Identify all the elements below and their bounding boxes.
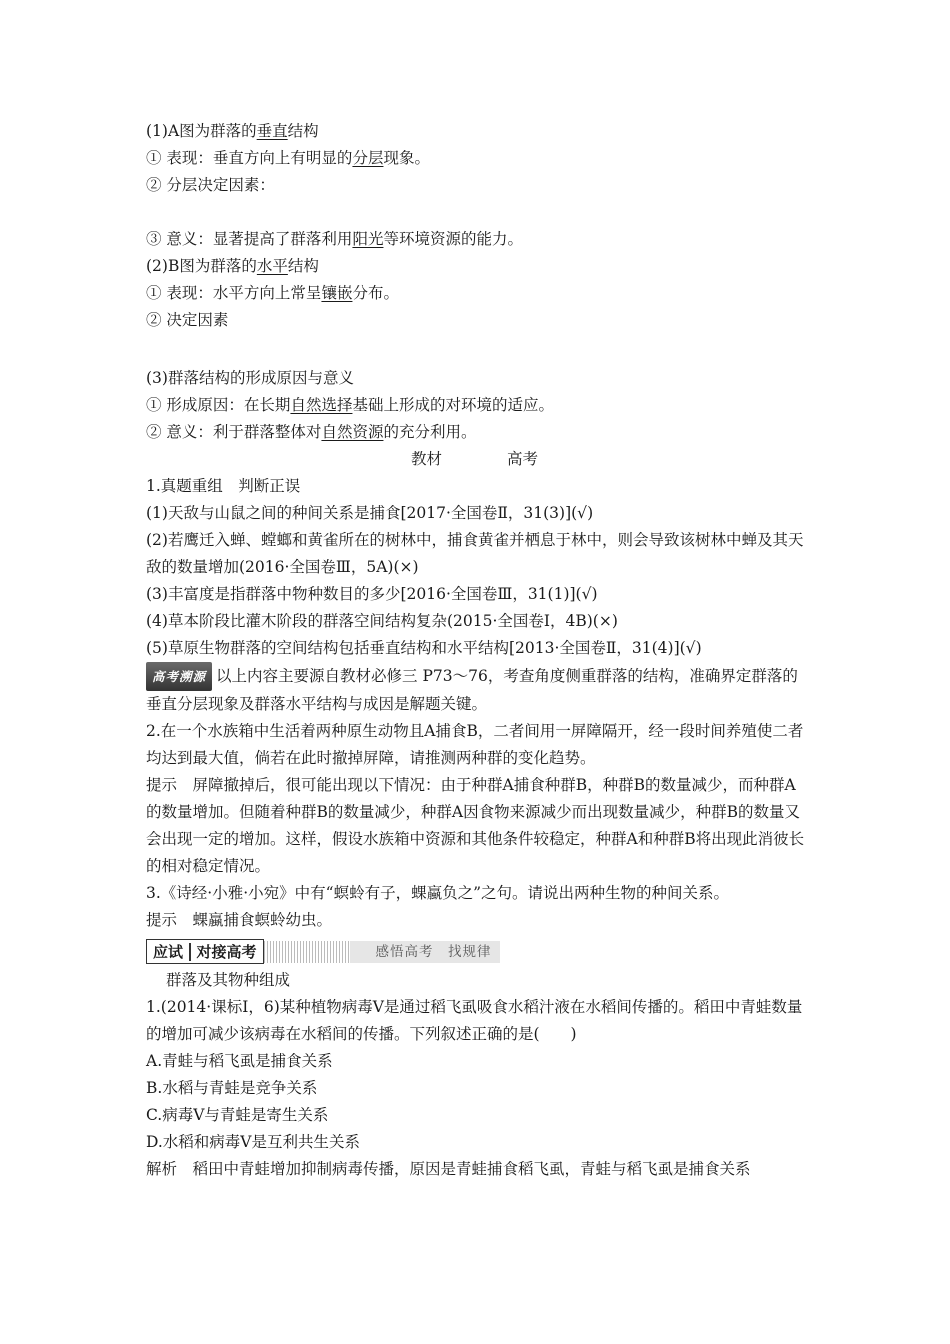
source-note: 高考溯源 以上内容主要源自教材必修三 P73～76，考查角度侧重群落的结构，准确界定群落的垂直分层现象及群落水平结构与成因是解题关键。 — [146, 662, 808, 718]
document-page — [146, 118, 808, 1183]
q1-item-4: (4)草本阶段比灌木阶段的群落空间结构复杂(2015·全国卷Ⅰ，4B)(×) — [146, 612, 618, 630]
q1-item-5: (5)草原生物群落的空间结构包括垂直结构和水平结构[2013·全国卷Ⅱ，31(4)](√) — [146, 639, 702, 657]
section3-item1: ① 形成原因：在长期自然选择基础上形成的对环境的适应。 — [146, 396, 554, 414]
q1-item-2: (2)若鹰迁入蝉、螳螂和黄雀所在的树林中，捕食黄雀并栖息于林中，则会导致该树林中蝉及其天敌的数量增加(2016·全国卷Ⅲ，5A)(×) — [146, 531, 804, 576]
q1-item-1: (1)天敌与山鼠之间的种间关系是捕食[2017·全国卷Ⅱ，31(3)](√) — [146, 504, 594, 522]
section2-item1: ① 表现：水平方向上常呈镶嵌分布。 — [146, 284, 399, 302]
topic-heading: 群落及其物种组成 — [166, 971, 291, 989]
section-banner — [146, 938, 808, 965]
q2-question: 2.在一个水族箱中生活着两种原生动物且A捕食B，二者间用一屏障隔开，经一段时间养殖使二者均达到最大值，倘若在此时撤掉屏障，请推测两种群的变化趋势。 — [146, 722, 804, 767]
banner-title: 应试 对接高考 — [146, 939, 264, 964]
option-b: B.水稻与青蛙是竞争关系 — [146, 1079, 318, 1097]
section2-heading: (2)B图为群落的水平结构 — [146, 257, 319, 275]
option-c: C.病毒V与青蛙是寄生关系 — [146, 1106, 329, 1124]
section1-item1: ① 表现：垂直方向上有明显的分层现象。 — [146, 149, 430, 167]
section1-heading: (1)A图为群落的垂直结构 — [146, 122, 319, 140]
section1-item3: ③ 意义：显著提高了群落利用阳光等环境资源的能力。 — [146, 230, 523, 248]
exercise-question: 1.(2014·课标Ⅰ，6)某种植物病毒V是通过稻飞虱吸食水稻汁液在水稻间传播的。稻田中青蛙数量的增加可减少该病毒在水稻间的传播。下列叙述正确的是( ) — [146, 998, 803, 1043]
q2-hint: 提示 屏障撤掉后，很可能出现以下情况：由于种群A捕食种群B，种群B的数量减少，而种群A的数量增加。但随着种群B的数量减少，种群A因食物来源减少而出现数量减少，种群B的数量又会出现一定的增加。这样，假设水族箱中资源和其他条件较稳定，种群A和种群B将出现此消彼长的相对稳定情况。 — [146, 776, 805, 875]
q1-item-3: (3)丰富度是指群落中物种数目的多少[2016·全国卷Ⅲ，31(1)](√) — [146, 585, 598, 603]
option-a: A.青蛙与稻飞虱是捕食关系 — [146, 1052, 333, 1070]
section2-item2: ② 决定因素 — [146, 311, 229, 329]
q3-hint: 提示 蜾蠃捕食螟蛉幼虫。 — [146, 911, 333, 929]
banner-stripe — [264, 941, 350, 963]
q3-question: 3.《诗经·小雅·小宛》中有“螟蛉有子，蜾蠃负之”之句。请说出两种生物的种间关系。 — [146, 884, 729, 902]
source-badge: 高考溯源 — [146, 662, 212, 691]
q1-title: 1.真题重组 判断正误 — [146, 477, 301, 495]
section3-item2: ② 意义：利于群落整体对自然资源的充分利用。 — [146, 423, 477, 441]
exercise-analysis: 解析 稻田中青蛙增加抑制病毒传播，原因是青蛙捕食稻飞虱，青蛙与稻飞虱是捕食关系 — [146, 1160, 751, 1178]
section1-item2: ② 分层决定因素： — [146, 176, 275, 194]
option-d: D.水稻和病毒V是互利共生关系 — [146, 1133, 360, 1151]
banner-subtitle: 感悟高考 找规律 — [350, 941, 500, 963]
center-heading: 教材 高考 — [411, 450, 539, 468]
section3-heading: (3)群落结构的形成原因与意义 — [146, 369, 354, 387]
